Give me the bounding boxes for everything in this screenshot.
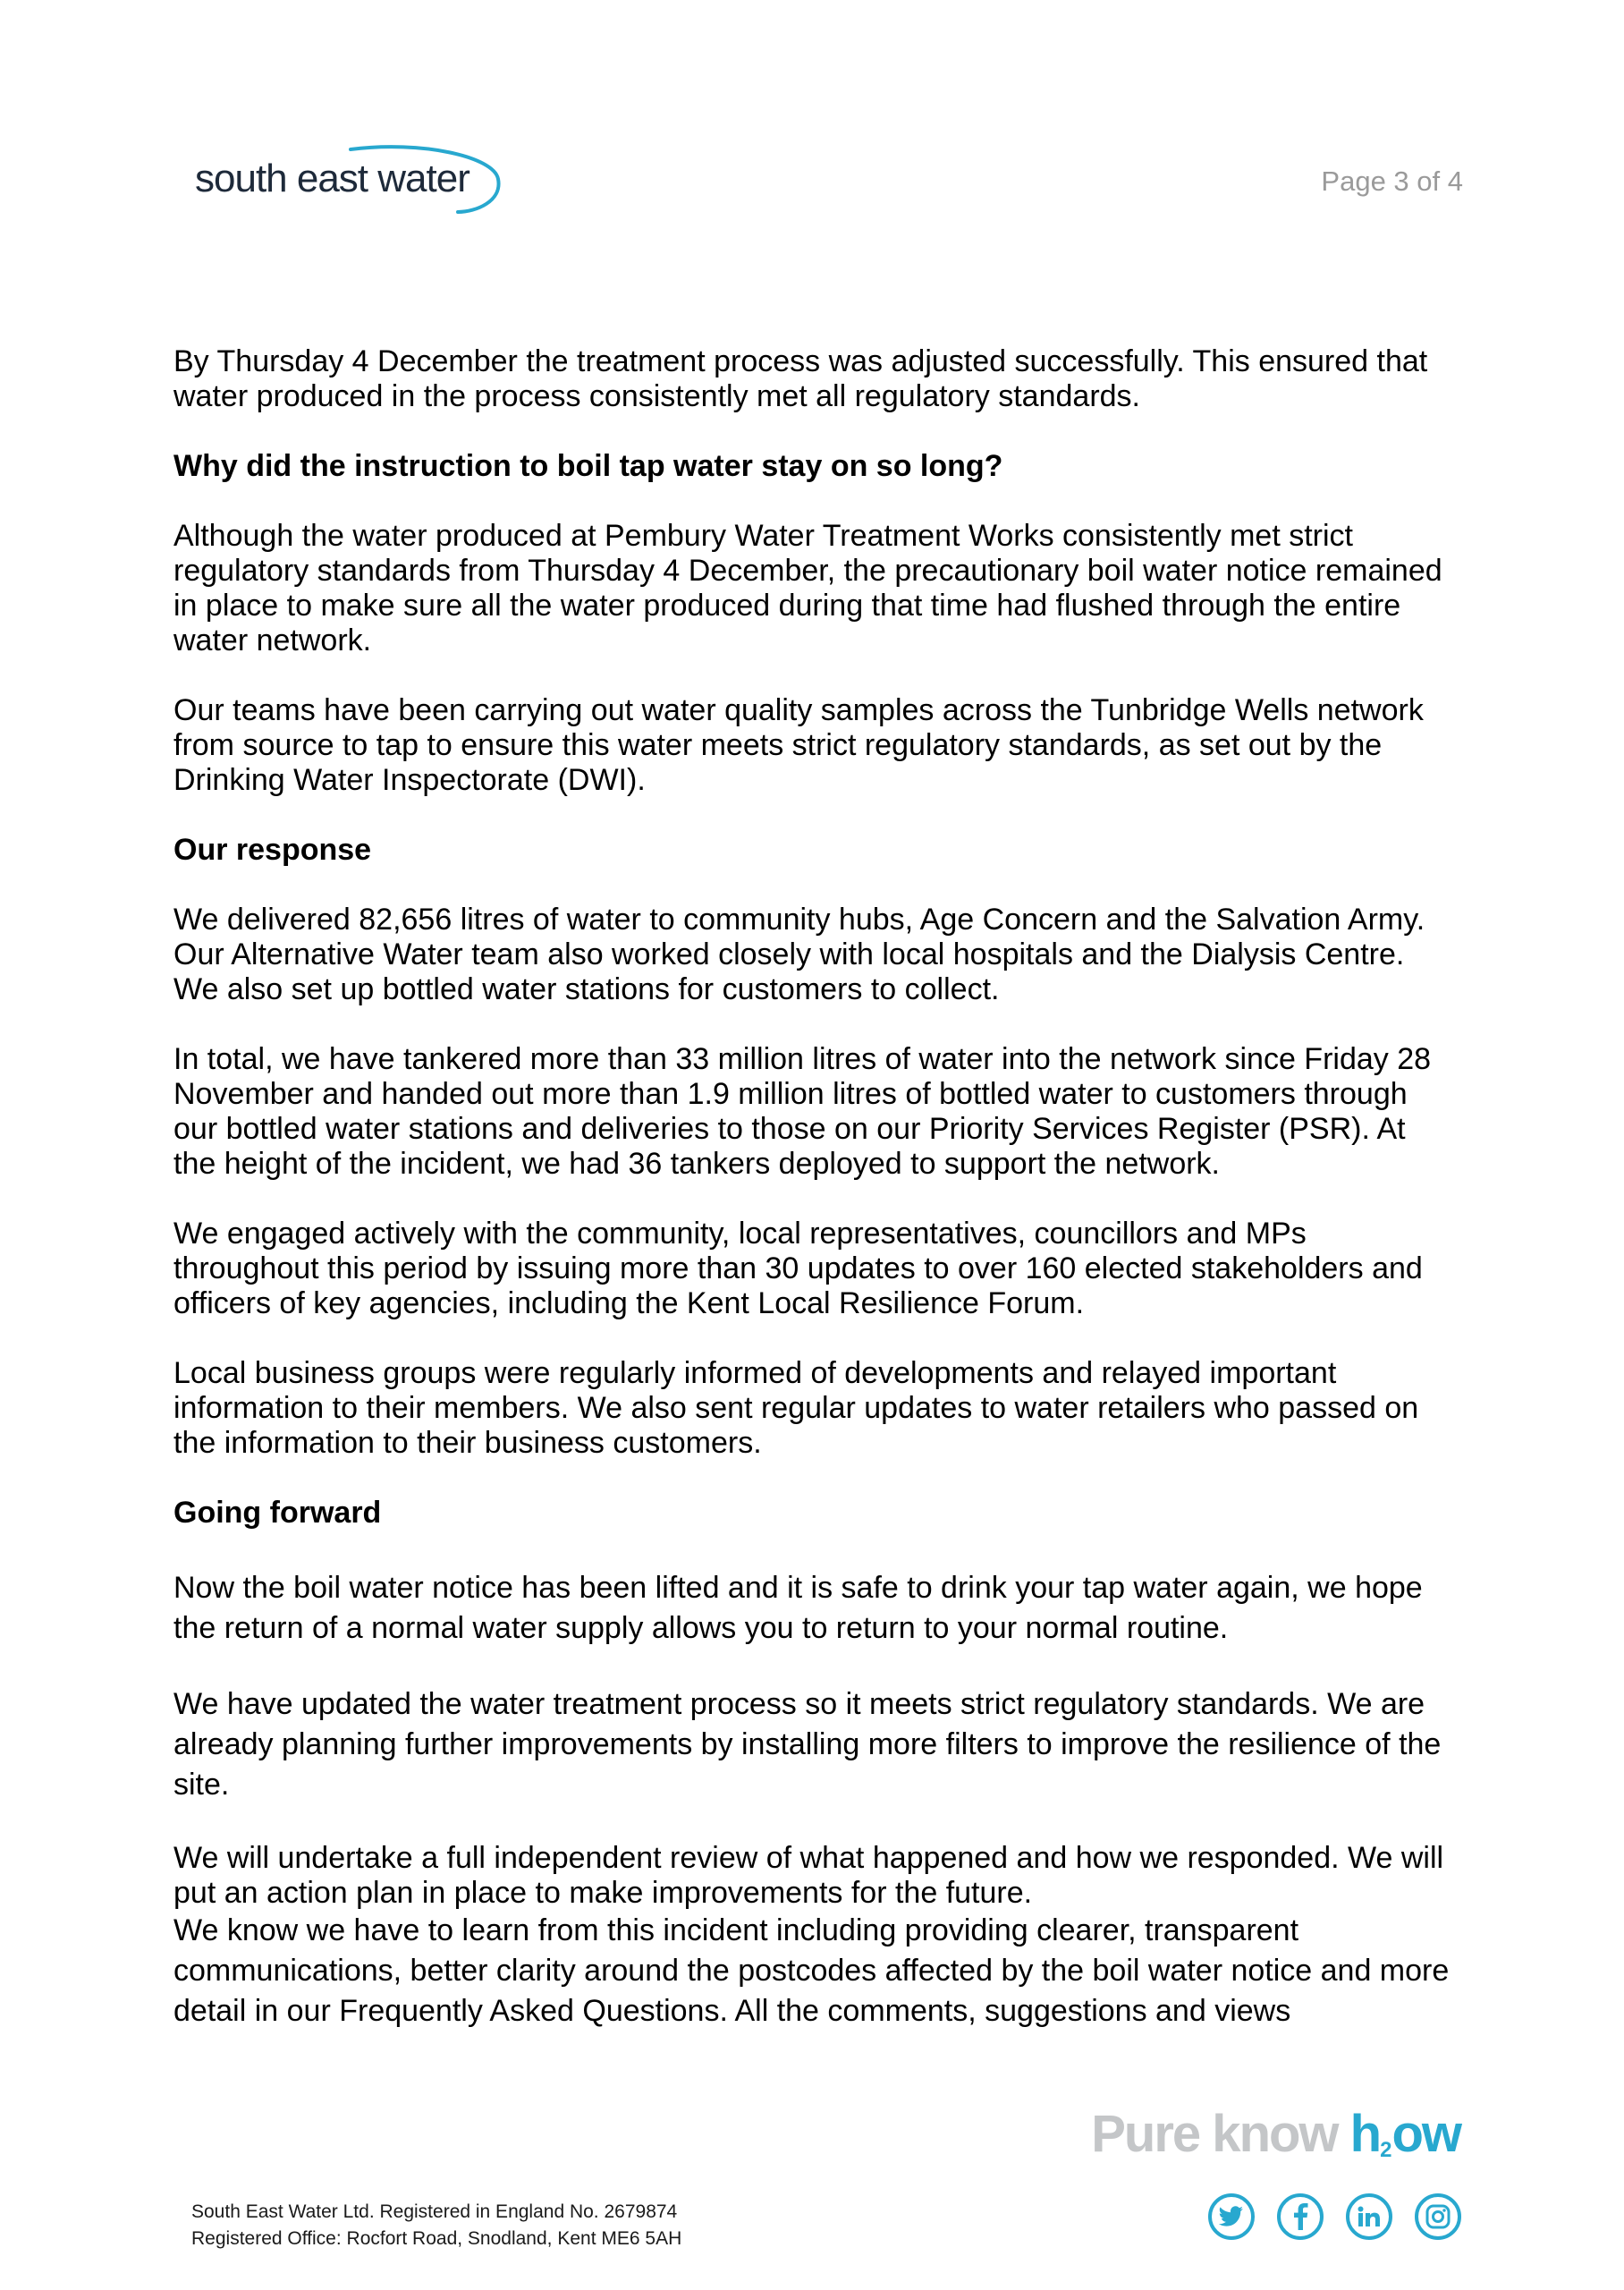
paragraph: We will undertake a full independent review of what happened and how we responded. We will put an action plan in place to make improvements for the future. xyxy=(173,1841,1444,1910)
paragraph: We have updated the water treatment process so it meets strict regulatory standards. We are already planning further improvements by installing more filters to improve the resilience of the site. xyxy=(173,1687,1442,1802)
footer-registration xyxy=(191,2199,681,2252)
paragraph: Although the water produced at Pembury Water Treatment Works consistently met strict regulatory standards from Thursday 4 December, the precautionary boil water notice remained in place to make sure all the water produced during that time had flushed through the entire water network. xyxy=(173,519,1442,657)
section-heading: Why did the instruction to boil tap water stay on so long? xyxy=(173,449,1003,483)
section-heading: Going forward xyxy=(173,1496,382,1530)
paragraph: We delivered 82,656 litres of water to community hubs, Age Concern and the Salvation Army. Our Alternative Water team also worked closely with local hospitals and the Dialysis Centre. We also set up bottled water stations for customers to collect. xyxy=(173,903,1425,1006)
instagram-icon[interactable] xyxy=(1415,2193,1461,2240)
paragraph: Now the boil water notice has been lifted and it is safe to drink your tap water again, we hope the return of a normal water supply allows you to return to your normal routine. xyxy=(173,1571,1423,1645)
social-links xyxy=(1208,2193,1461,2240)
company-logo xyxy=(190,139,512,219)
twitter-icon[interactable] xyxy=(1208,2193,1255,2240)
tagline-text: Pure know xyxy=(1091,2105,1350,2163)
section-heading: Our response xyxy=(173,833,372,867)
logo-text: south east water xyxy=(195,157,469,200)
registration-line: South East Water Ltd. Registered in England No. 2679874 xyxy=(191,2201,678,2222)
tagline-sub: 2 xyxy=(1380,2138,1392,2162)
linkedin-icon[interactable] xyxy=(1346,2193,1392,2240)
page-number: Page 3 of 4 xyxy=(1321,165,1463,197)
paragraph: In total, we have tankered more than 33 million litres of water into the network since Friday 28 November and handed out more than 1.9 million litres of bottled water to customers through our bottled water stations and deliveries to those on our Priority Services Register (PSR). At the height of the incident, we had 36 tankers deployed to support the network. xyxy=(173,1042,1432,1181)
paragraph: We engaged actively with the community, local representatives, councillors and MPs throughout this period by issuing more than 30 updates to over 160 elected stakeholders and officers of key agencies, including the Kent Local Resilience Forum. xyxy=(173,1217,1423,1320)
letter-body xyxy=(173,344,1452,2031)
paragraph: By Thursday 4 December the treatment process was adjusted successfully. This ensured that water produced in the process consistently met all regulatory standards. xyxy=(173,344,1428,413)
tagline-ow: ow xyxy=(1391,2105,1460,2163)
paragraph: We know we have to learn from this incident including providing clearer, transparent communications, better clarity around the postcodes affected by the boil water notice and more detail in our Frequently Asked Questions. All the comments, suggestions and views xyxy=(173,1913,1450,2028)
tagline-logo xyxy=(1091,2104,1460,2164)
paragraph: Our teams have been carrying out water quality samples across the Tunbridge Wells network from source to tap to ensure this water meets strict regulatory standards, as set out by the Drinking Water Inspectorate (DWI). xyxy=(173,693,1424,797)
tagline-h: h xyxy=(1349,2105,1381,2163)
office-line: Registered Office: Rocfort Road, Snodland, Kent ME6 5AH xyxy=(191,2228,682,2249)
facebook-icon[interactable] xyxy=(1277,2193,1324,2240)
paragraph: Local business groups were regularly informed of developments and relayed important information to their members. We also sent regular updates to water retailers who passed on the information to their business customers. xyxy=(173,1356,1419,1460)
